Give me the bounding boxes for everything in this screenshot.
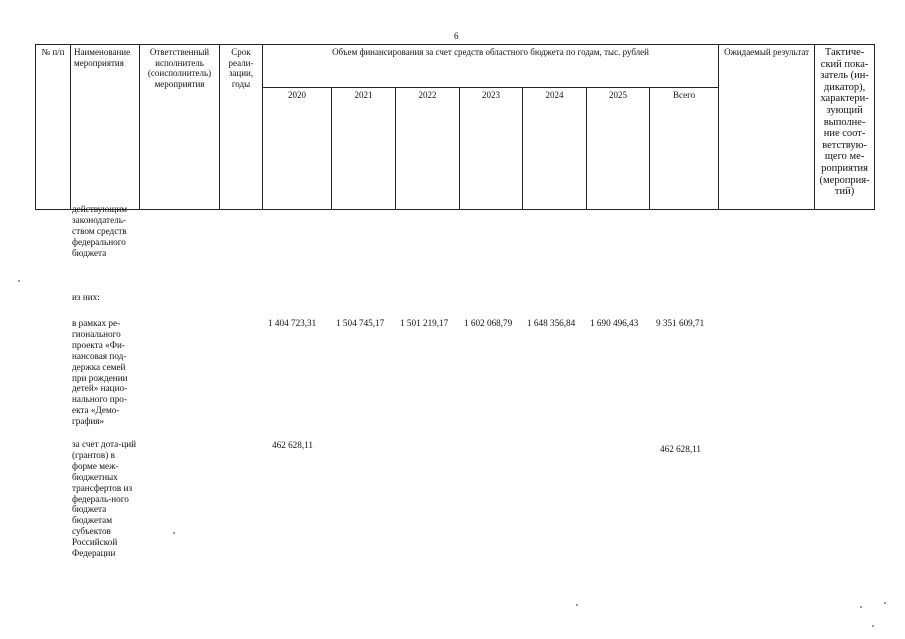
header-table [35,44,875,210]
scan-speck [18,280,20,282]
header-col-term: Срок реали-зации, годы [220,45,263,210]
grants-total-value: 462 628,11 [660,444,702,454]
header-year-total: Всего [650,88,719,210]
page-number: 6 [454,31,459,41]
row-grants-name: за счет дота-ций (грантов) в форме меж-бюджетных трансфертов из федераль-ного бюджета бюджетам субъектов Российской Федерации [72,439,137,559]
header-col-result: Ожидаемый результат [719,45,815,210]
header-year-2021: 2021 [332,88,396,210]
header-year-2022: 2022 [396,88,460,210]
regional-total-value: 9 351 609,71 [656,318,705,328]
header-year-2025: 2025 [587,88,650,210]
header-col-indicator: Тактиче-ский пока-затель (ин-дикатор), характери-зующий выполне-ние соот-ветствую-щего ме-роприятия (мероприя-тий) [815,45,875,210]
regional-2023-value: 1 602 068,79 [464,318,513,328]
grants-2020-value: 462 628,11 [272,440,314,450]
regional-2021-value: 1 504 745,17 [336,318,385,328]
scan-speck [860,606,862,608]
scan-speck [173,532,175,534]
header-col-name: Наименование мероприятия [71,45,140,210]
scan-speck [576,604,578,606]
header-col-executor: Ответственный исполнитель (соисполнитель) мероприятия [140,45,220,210]
regional-2020-value: 1 404 723,31 [268,318,317,328]
regional-2022-value: 1 501 219,17 [400,318,449,328]
header-year-2020: 2020 [263,88,332,210]
regional-2025-value: 1 690 496,43 [590,318,639,328]
scan-speck [872,625,874,627]
row-federal-legislation: действующим законодатель-ством средств федерального бюджета [72,204,128,258]
row-regional-project-name: в рамках ре-гионального проекта «Фи-нансовая под-держка семей при рождении детей» нацио-нального про-екта «Демо-графия» [72,318,128,427]
header-col-financing: Объем финансирования за счет средств областного бюджета по годам, тыс. рублей [263,45,719,88]
header-year-2024: 2024 [523,88,587,210]
scan-speck [884,602,886,604]
regional-2024-value: 1 648 356,84 [527,318,576,328]
header-year-2023: 2023 [460,88,523,210]
header-col-num: № п/п [36,45,71,210]
row-of-which: из них: [72,292,100,302]
